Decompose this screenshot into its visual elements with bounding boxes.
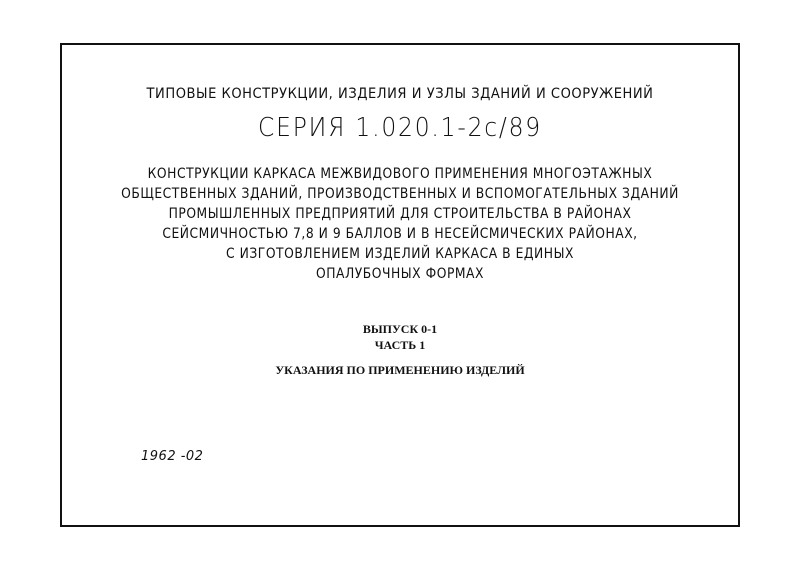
document-code: 1962 -02 <box>141 449 204 464</box>
description-line: ПРОМЫШЛЕННЫХ ПРЕДПРИЯТИЙ ДЛЯ СТРОИТЕЛЬСТВА В РАЙОНАХ <box>168 206 632 222</box>
document-subtitle: УКАЗАНИЯ ПО ПРИМЕНЕНИЮ ИЗДЕЛИЙ <box>275 363 525 377</box>
document-header: ТИПОВЫЕ КОНСТРУКЦИИ, ИЗДЕЛИЯ И УЗЛЫ ЗДАНИЙ И СООРУЖЕНИЙ <box>146 86 654 102</box>
description-line: С ИЗГОТОВЛЕНИЕМ ИЗДЕЛИЙ КАРКАСА В ЕДИНЫХ <box>226 246 574 262</box>
description-line: ОБЩЕСТВЕННЫХ ЗДАНИЙ, ПРОИЗВОДСТВЕННЫХ И ВСПОМОГАТЕЛЬНЫХ ЗДАНИЙ <box>121 186 679 202</box>
issue-number: ВЫПУСК 0-1 <box>362 322 438 336</box>
series-title: СЕРИЯ 1.020.1-2с/89 <box>258 113 542 143</box>
part-number: ЧАСТЬ 1 <box>374 338 426 352</box>
description-line: КОНСТРУКЦИИ КАРКАСА МЕЖВИДОВОГО ПРИМЕНЕНИЯ МНОГОЭТАЖНЫХ <box>147 166 653 182</box>
description-line: СЕЙСМИЧНОСТЬЮ 7,8 И 9 БАЛЛОВ И В НЕСЕЙСМИЧЕСКИХ РАЙОНАХ, <box>162 226 638 242</box>
description-line: ОПАЛУБОЧНЫХ ФОРМАХ <box>316 266 484 282</box>
